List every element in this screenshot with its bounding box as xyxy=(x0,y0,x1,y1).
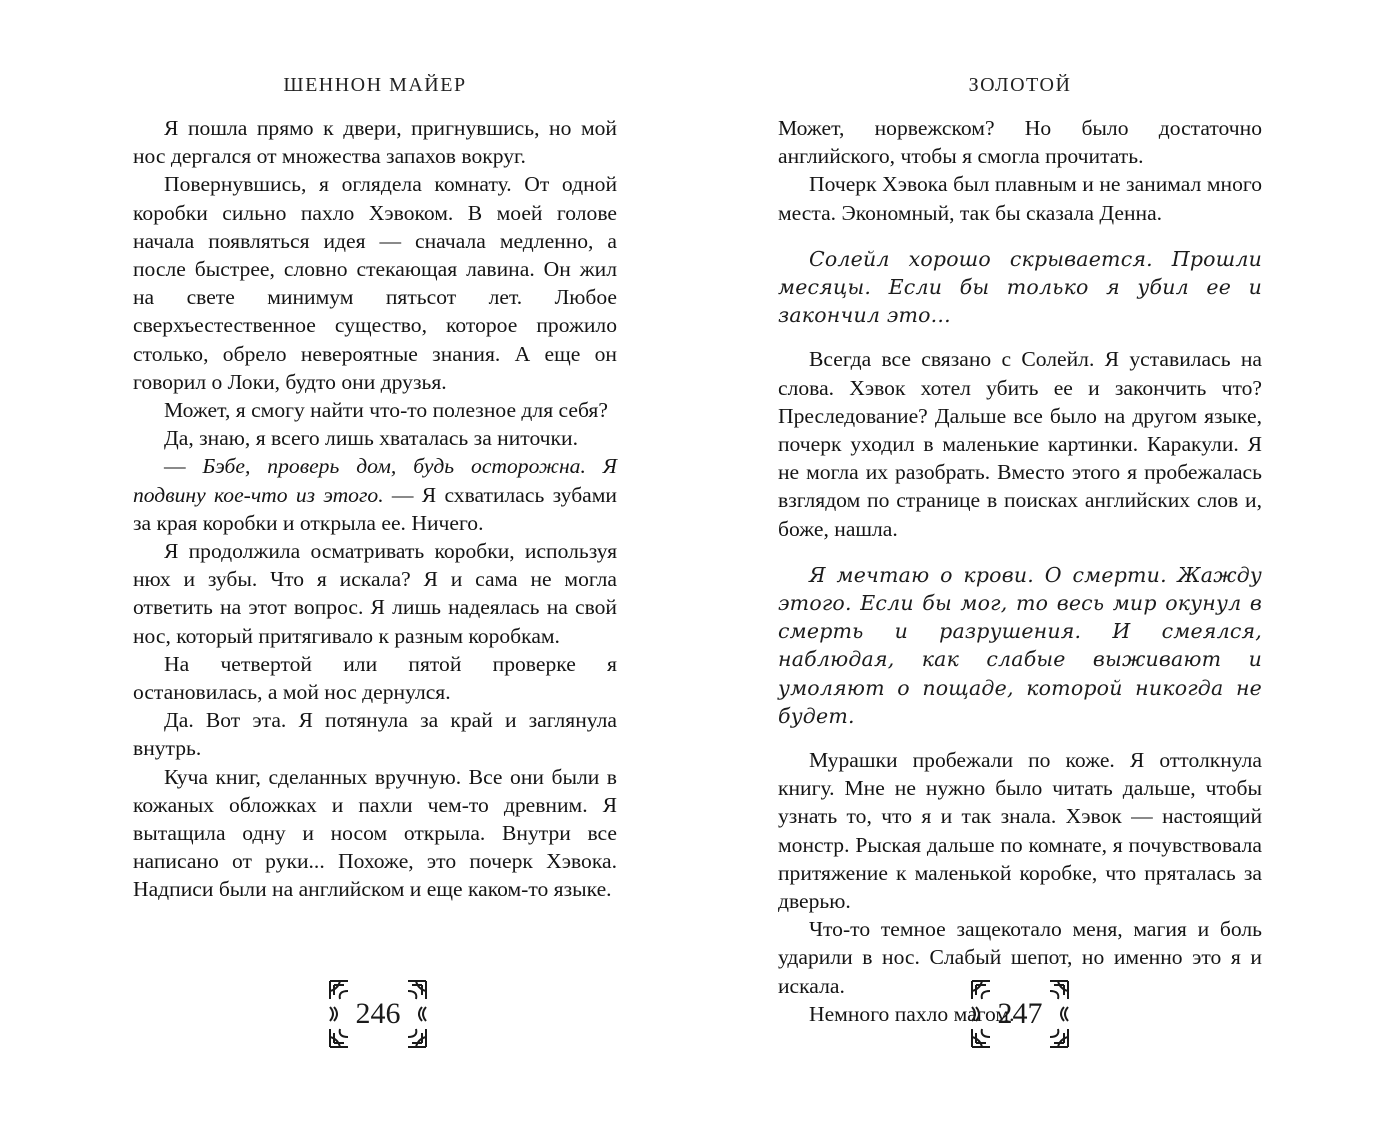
paragraph: Всегда все связано с Солейл. Я уставилась на слова. Хэвок хотел убить ее и закончить что? Преследование? Дальше все было на другом языке, почерк уходил в маленькие картинки. Каракули. Я не могла их разобрать. Вместо этого я пробежалась взглядом по странице в поисках английских слов и, боже, нашла. xyxy=(778,347,1262,541)
paragraph: Да, знаю, я всего лишь хваталась за ниточки. xyxy=(164,426,578,451)
running-head-title: ЗОЛОТОЙ xyxy=(968,74,1072,96)
paragraph: Повернувшись, я оглядела комнату. От одной коробки сильно пахло Хэвоком. В моей голове начала появляться идея — сначала медленно, а после быстрее, словно стекающая лавина. Он жил на свете минимум пятьсот лет. Любое сверхъестественное существо, которое прожило столько, обрело невероятные знания. А еще он говорил о Локи, будто они друзья. xyxy=(133,172,617,394)
handwritten-excerpt: Солейл хорошо скрывается. Прошли месяцы. Если бы только я убил ее и закончил это... xyxy=(778,246,1262,328)
right-body-text xyxy=(778,114,1262,1028)
page-number: 247 xyxy=(997,997,1043,1030)
page-number-ornament xyxy=(968,977,1072,1051)
paragraph: Да. Вот эта. Я потянула за край и заглянула внутрь. xyxy=(133,708,617,761)
paragraph: Мурашки пробежали по коже. Я оттолкнула книгу. Мне не нужно было читать дальше, чтобы узнать то, что я и так знала. Хэвок — настоящий монстр. Рыская дальше по комнате, я почувствовала притяжение к маленькой коробке, что пряталась за дверью. xyxy=(778,748,1262,914)
paragraph: Немного пахло магом. xyxy=(809,1001,1015,1026)
dialogue-dash: — xyxy=(164,454,203,479)
paragraph: Я продолжила осматривать коробки, используя нюх и зубы. Что я искала? Я и сама не могла ответить на этот вопрос. Я лишь надеялась на свой нос, который притягивало к разным коробкам. xyxy=(133,539,617,648)
page-number: 246 xyxy=(355,997,401,1030)
paragraph: Может, я смогу найти что-то полезное для себя? xyxy=(164,398,608,423)
paragraph: Что-то темное защекотало меня, магия и боль ударили в нос. Слабый шепот, но именно это я и искала. xyxy=(778,917,1262,998)
paragraph: Куча книг, сделанных вручную. Все они были в кожаных обложках и пахли чем-то древним. Я вытащила одну и носом открыла. Внутри все написано от руки... Похоже, это почерк Хэвока. Надписи были на английском и еще каком-то языке. xyxy=(133,764,617,902)
paragraph: На четвертой или пятой проверке я остановилась, а мой нос дернулся. xyxy=(133,651,617,705)
dialogue-paragraph xyxy=(133,452,617,537)
narration: — Я схватилась зубами за края коробки и открыла ее. Ничего. xyxy=(133,482,617,535)
page-number-ornament xyxy=(326,977,430,1051)
paragraph: Может, норвежском? Но было достаточно английского, чтобы я смогла прочитать. xyxy=(778,116,1262,169)
running-head-author: ШЕННОН МАЙЕР xyxy=(283,74,467,96)
handwritten-excerpt: Я мечтаю о крови. О смерти. Жажду этого. Если бы мог, то весь мир окунул в смерть и разрушения. И смеялся, наблюдая, как слабые выживают и умоляют о пощаде, которой никогда не будет. xyxy=(778,562,1262,728)
paragraph: Я пошла прямо к двери, пригнувшись, но мой нос дергался от множества запахов вокруг. xyxy=(133,116,617,169)
left-body-text xyxy=(133,114,617,904)
paragraph: Почерк Хэвока был плавным и не занимал много места. Экономный, так бы сказала Денна. xyxy=(778,172,1262,225)
italic-speech: Бэбе, проверь дом, будь осторожна. Я подвину кое-что из этого. xyxy=(133,454,617,507)
